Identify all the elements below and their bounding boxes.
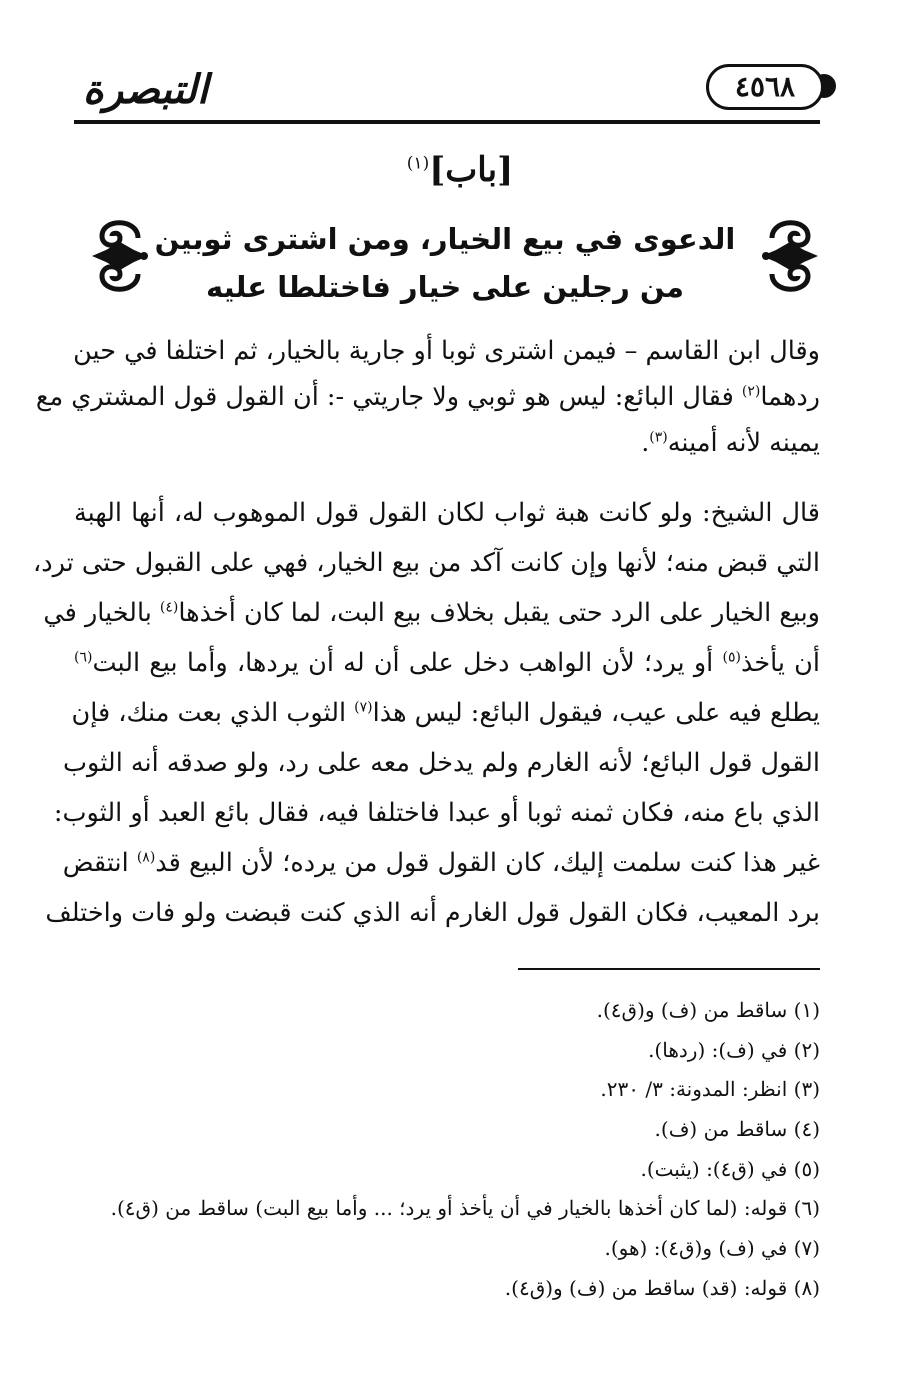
ornament-left-icon (88, 208, 152, 304)
footnote-ref: (٣) (649, 429, 668, 446)
footnote-separator (518, 968, 820, 970)
chapter-title (0, 150, 920, 190)
body-text: برد المعيب، فكان القول قول الغارم أنه الذي كنت قبضت ولو فات واختلف (45, 898, 820, 928)
body-text: الثوب الذي بعت منك، فإن (71, 698, 355, 728)
body-line (43, 590, 820, 636)
footnote-ref: (١) (406, 153, 430, 174)
footnote-item: (٣) انظر: المدونة: ٣/ ٢٣٠. (600, 1077, 820, 1101)
body-text: يمينه لأنه أمينه (667, 428, 820, 458)
body-text: ردهما (760, 382, 820, 412)
body-text: غير هذا كنت سلمت إليك، كان القول قول من يرده؛ لأن البيع قد (155, 848, 820, 878)
body-text: وقال ابن القاسم – فيمن اشترى ثوبا أو جارية بالخيار، ثم اختلفا في حين (73, 336, 820, 366)
body-line (62, 840, 820, 886)
body-line (45, 890, 820, 936)
page-header (0, 0, 920, 130)
footnote-ref: (٢) (741, 383, 761, 400)
body-line (53, 790, 820, 836)
header-rule (74, 120, 820, 124)
body-line (33, 540, 820, 586)
body-text: فقال البائع: ليس هو ثوبي ولا جاريتي -: أن القول قول المشتري مع (35, 382, 742, 412)
body-text: . (641, 428, 650, 458)
body-line (74, 328, 820, 374)
body-text: الذي باع منه، فكان ثمنه ثوبا أو عبدا فاختلفا فيه، فقال بائع العبد أو الثوب: (53, 798, 820, 828)
footnote-ref: (٧) (354, 699, 373, 716)
body-text: التي قبض منه؛ لأنها وإن كانت آكد من بيع الخيار، فهي على القبول حتى ترد، (33, 548, 820, 578)
footnote-item: (٤) ساقط من (ف). (654, 1117, 820, 1141)
footnote-item: (١) ساقط من (ف) و(ق٤). (596, 998, 820, 1022)
body-text: انتقض (62, 848, 137, 878)
footnote-ref: (٨) (136, 849, 156, 866)
chapter-title-text: [باب] (429, 150, 514, 190)
ornament-right-icon (758, 208, 822, 304)
body-line (74, 420, 820, 466)
body-line (71, 690, 820, 736)
footnote-item: (٧) في (ف) و(ق٤): (هو). (604, 1236, 820, 1260)
footnote-ref: (٥) (722, 649, 741, 666)
footnote-ref: (٦) (74, 649, 93, 666)
footnote-item: (٥) في (ق٤): (يثبت). (640, 1157, 820, 1181)
body-text: وبيع الخيار على الرد حتى يقبل بخلاف بيع البت، لما كان أخذها (178, 598, 820, 628)
body-line (74, 640, 820, 686)
body-line (74, 490, 820, 536)
footnote-ref: (٤) (159, 599, 179, 616)
body-text: يطلع فيه على عيب، فيقول البائع: ليس هذا (372, 698, 820, 728)
body-line (63, 740, 820, 786)
body-line (35, 374, 820, 420)
footnote-item: (٦) قوله: (لما كان أخذها بالخيار في أن يأخذ أو يرد؛ ... وأما بيع البت) ساقط من (ق٤). (110, 1196, 820, 1220)
section-heading-line-2: من رجلين على خيار فاختلطا عليه (206, 270, 684, 304)
page-number: ٤٥٦٨ (706, 64, 824, 110)
body-text: القول قول البائع؛ لأنه الغارم ولم يدخل معه على رد، ولو صدقه أنه الثوب (63, 748, 820, 778)
section-heading-line-1: الدعوى في بيع الخيار، ومن اشترى ثوبين (154, 222, 736, 256)
footnote-item: (٨) قوله: (قد) ساقط من (ف) و(ق٤). (504, 1276, 820, 1300)
body-text: أن يأخذ (740, 648, 820, 678)
footnote-item: (٢) في (ف): (ردها). (648, 1038, 820, 1062)
body-text: أو يرد؛ لأن الواهب دخل على أن له أن يردها، وأما بيع البت (92, 648, 723, 678)
book-title-logo: التبصرة (82, 66, 209, 113)
body-text: قال الشيخ: ولو كانت هبة ثواب لكان القول قول الموهوب له، أنها الهبة (74, 498, 820, 528)
body-text: بالخيار في (43, 598, 160, 628)
